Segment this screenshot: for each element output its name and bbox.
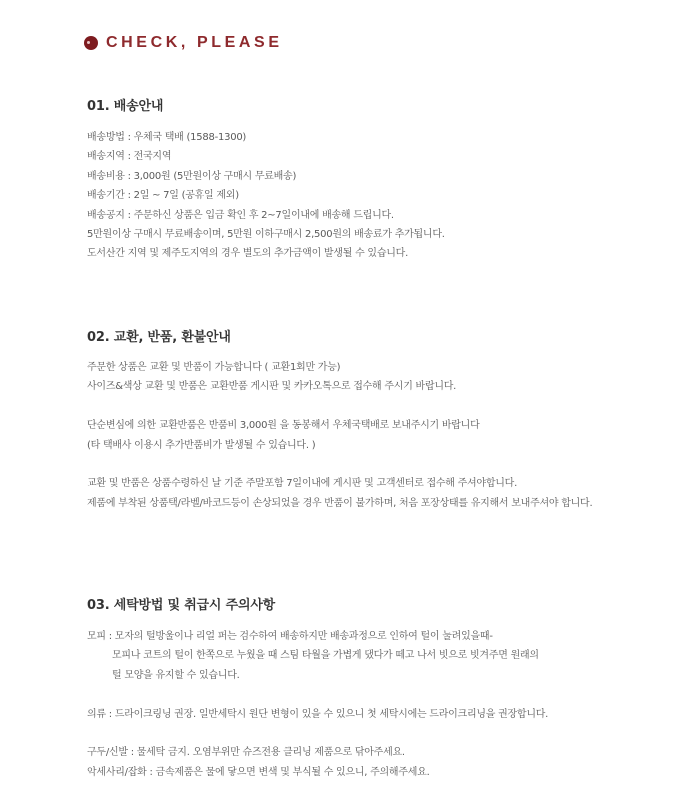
section-title: 01. 배송안내	[87, 99, 164, 114]
care-section	[87, 596, 677, 782]
shipping-period-line: 배송기간 : 2일 ~ 7일 (공휴일 제외)	[87, 190, 239, 202]
section-title: 03. 세탁방법 및 취급시 주의사항	[87, 598, 276, 613]
shipping-section	[87, 97, 677, 264]
page-header	[84, 33, 283, 53]
header-title: CHECK, PLEASE	[106, 34, 283, 51]
section-title: 02. 교환, 반품, 환불안내	[87, 330, 231, 345]
shipping-region-line: 배송지역 : 전국지역	[87, 151, 172, 163]
shipping-method-line: 배송방법 : 우체국 택배 (1588-1300)	[87, 132, 247, 143]
shipping-notice-line: 배송공지 : 주문하신 상품은 입금 확인 후 2~7일이내에 배송해 드립니다.	[87, 209, 394, 221]
exchange-text-line: 주문한 상품은 교환 및 반품이 가능합니다 ( 교환1회만 가능)	[87, 362, 341, 373]
exchange-text-line: (타 택배사 이용시 추가반품비가 발생될 수 있습니다. )	[87, 439, 316, 451]
exchange-text-line: 교환 및 반품은 상품수령하신 날 기준 주말포함 7일이내에 게시판 및 고객센터로 접수해 주셔야합니다.	[87, 478, 517, 490]
care-clothing-line: 의류 : 드라이크링닝 권장. 일반세탁시 원단 변형이 있을 수 있으니 첫 세탁시에는 드라이크리닝을 권장합니다.	[87, 708, 549, 720]
care-shoes-line: 구두/신발 : 물세탁 금지. 오염부위만 슈즈전용 클리닝 제품으로 닦아주세요.	[87, 747, 405, 759]
exchange-text-line: 제품에 부착된 상품택/라벨/바코드등이 손상되었을 경우 반품이 불가하며, 처음 포장상태를 유지해서 보내주셔야 합니다.	[87, 497, 593, 509]
free-shipping-line: 5만원이상 구매시 무료배송이며, 5만원 이하구매시 2,500원의 배송료가 추가됩니다.	[87, 228, 445, 240]
exchange-text-line: 사이즈&색상 교환 및 반품은 교환반품 게시판 및 카카오톡으로 접수해 주시기 바랍니다.	[87, 381, 457, 393]
care-fur-line: 모피 : 모자의 털방울이나 리얼 퍼는 검수하여 배송하지만 배송과정으로 인하여 털이 눌려있을때-	[87, 631, 493, 642]
exchange-section	[87, 328, 677, 513]
remote-area-line: 도서산간 지역 및 제주도지역의 경우 별도의 추가금액이 발생될 수 있습니다.	[87, 248, 408, 260]
care-accessories-line: 악세사리/잡화 : 금속제품은 물에 닿으면 변색 및 부식될 수 있으니, 주의해주세요.	[87, 766, 430, 778]
exchange-text-line: 단순변심에 의한 교환반품은 반품비 3,000원 을 동봉해서 우체국택배로 보내주시기 바랍니다	[87, 420, 480, 432]
care-fur-line: 털 모양을 유지할 수 있습니다.	[112, 669, 240, 681]
bullet-dot-icon	[84, 36, 98, 50]
shipping-cost-line: 배송비용 : 3,000원 (5만원이상 구매시 무료배송)	[87, 170, 297, 182]
care-fur-line: 모피나 코트의 털이 한쪽으로 누웠을 때 스팀 타월을 가볍게 댔다가 떼고 나서 빗으로 빗겨주면 원래의	[112, 650, 539, 662]
